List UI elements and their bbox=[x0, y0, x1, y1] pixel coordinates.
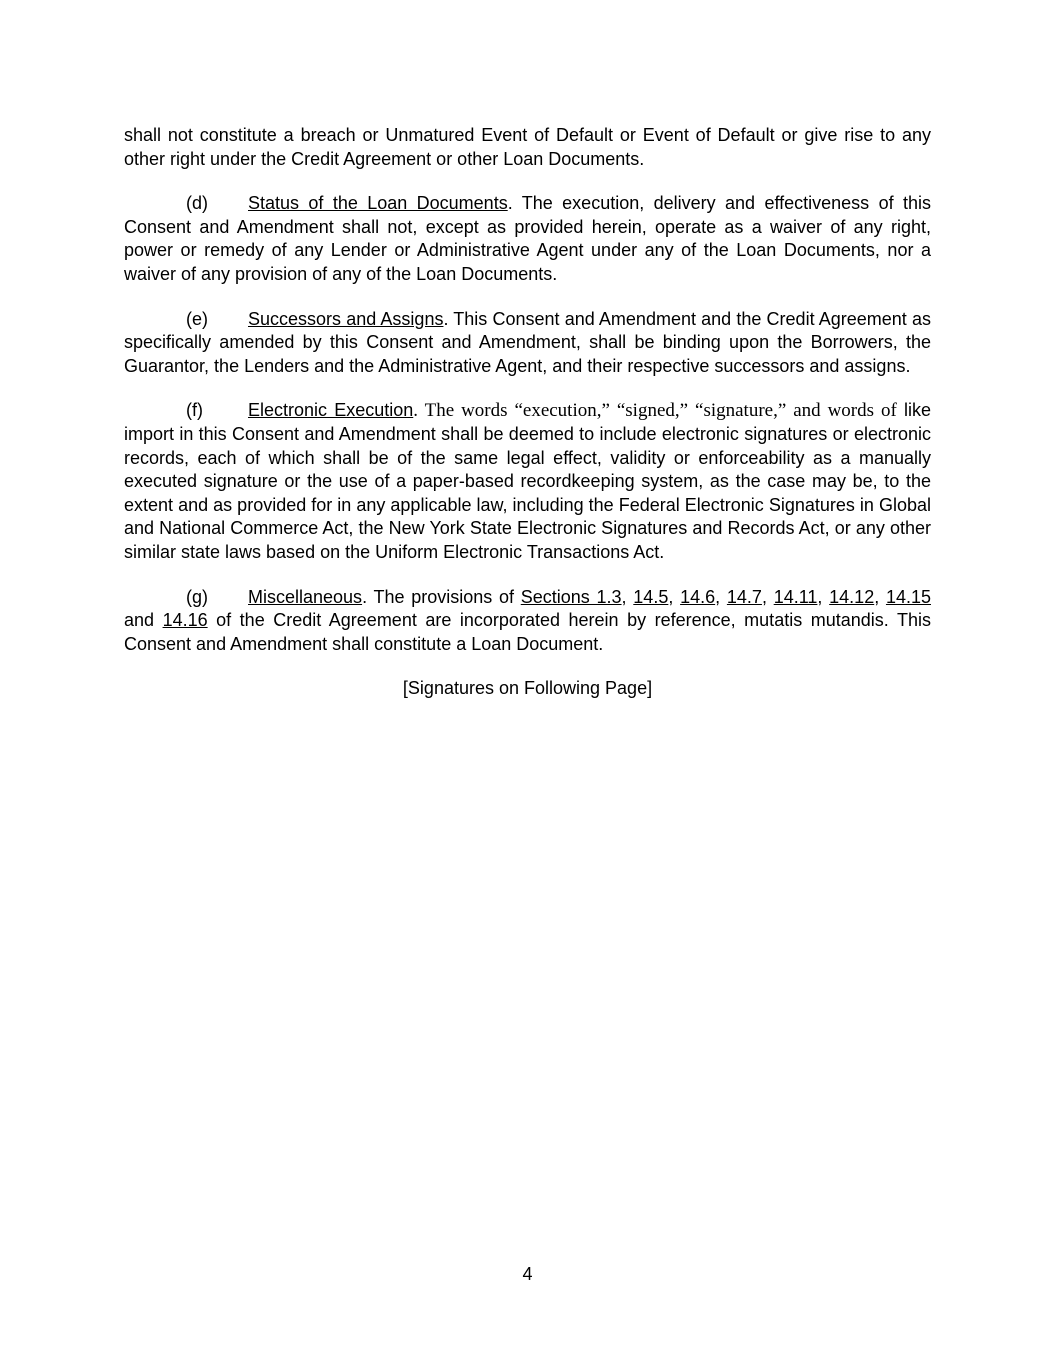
section-e-paragraph bbox=[124, 308, 931, 379]
section-g-heading: Miscellaneous bbox=[248, 586, 363, 607]
section-e-text: . This Consent and Amendment and the Credit Agreement as specifically amended by this Consent and Amendment, shall be binding upon the Borrowers, the Guarantor, the Lenders and the Administrative Agent, and their respective successors and assigns. bbox=[124, 308, 931, 376]
section-e-label: (e) bbox=[186, 308, 208, 329]
signatures-note: [Signatures on Following Page] bbox=[402, 678, 653, 699]
section-g-label: (g) bbox=[186, 586, 208, 607]
section-d-text: . The execution, delivery and effectiveness of this Consent and Amendment shall not, except as provided herein, operate as a waiver of any right, power or remedy of any Lender or Administrative Agent under any of the Loan Documents, nor a waiver of any provision of any of the Loan Documents. bbox=[124, 193, 931, 284]
section-ref-14-11: 14.11 bbox=[773, 586, 818, 607]
continuation-paragraph bbox=[124, 124, 931, 171]
ref-separator: , bbox=[761, 586, 774, 607]
section-g-intro: . The provisions of bbox=[362, 586, 521, 607]
section-ref-14-15: 14.15 bbox=[885, 586, 931, 607]
section-ref-14-16: 14.16 bbox=[162, 610, 208, 631]
continuation-text: shall not constitute a breach or Unmatured Event of Default or Event of Default or give rise to any other right under the Credit Agreement or other Loan Documents. bbox=[124, 125, 931, 169]
ref-separator: , bbox=[715, 586, 727, 607]
section-f-serif-text: . The words “execution,” “signed,” “signature,” and words of bbox=[413, 400, 897, 422]
section-g-text: of the Credit Agreement are incorporated herein by reference, mutatis mutandis. This Consent and Amendment shall constitute a Loan Document. bbox=[124, 610, 931, 654]
section-ref-14-5: 14.5 bbox=[633, 586, 669, 607]
section-ref-14-7: 14.7 bbox=[726, 586, 762, 607]
section-ref-1-3: Sections 1.3 bbox=[520, 586, 622, 607]
section-f-label: (f) bbox=[186, 400, 203, 421]
section-ref-14-12: 14.12 bbox=[829, 586, 875, 607]
section-g-paragraph bbox=[124, 586, 931, 657]
document-body bbox=[124, 124, 931, 722]
section-ref-14-6: 14.6 bbox=[680, 586, 716, 607]
ref-separator: , bbox=[817, 586, 830, 607]
section-d-heading: Status of the Loan Documents bbox=[248, 193, 508, 214]
ref-separator: , bbox=[621, 586, 634, 607]
section-f-paragraph bbox=[124, 399, 931, 564]
ref-and: and bbox=[124, 610, 163, 631]
section-d-paragraph bbox=[124, 192, 931, 286]
section-e-heading: Successors and Assigns bbox=[248, 308, 444, 329]
page-number: 4 bbox=[522, 1264, 533, 1284]
section-f-heading: Electronic Execution bbox=[248, 400, 414, 421]
section-d-label: (d) bbox=[186, 193, 208, 214]
ref-separator: , bbox=[874, 586, 886, 607]
ref-separator: , bbox=[668, 586, 681, 607]
section-f-text: like import in this Consent and Amendment shall be deemed to include electronic signatures or electronic records, each of which shall be of the same legal effect, validity or enforceability as a manually executed signature or the use of a paper-based recordkeeping system, as the case may be, to the extent and as provided for in any applicable law, including the Federal Electronic Signatures in Global and National Commerce Act, the New York State Electronic Signatures and Records Act, or any other similar state laws based on the Uniform Electronic Transactions Act. bbox=[124, 400, 931, 562]
